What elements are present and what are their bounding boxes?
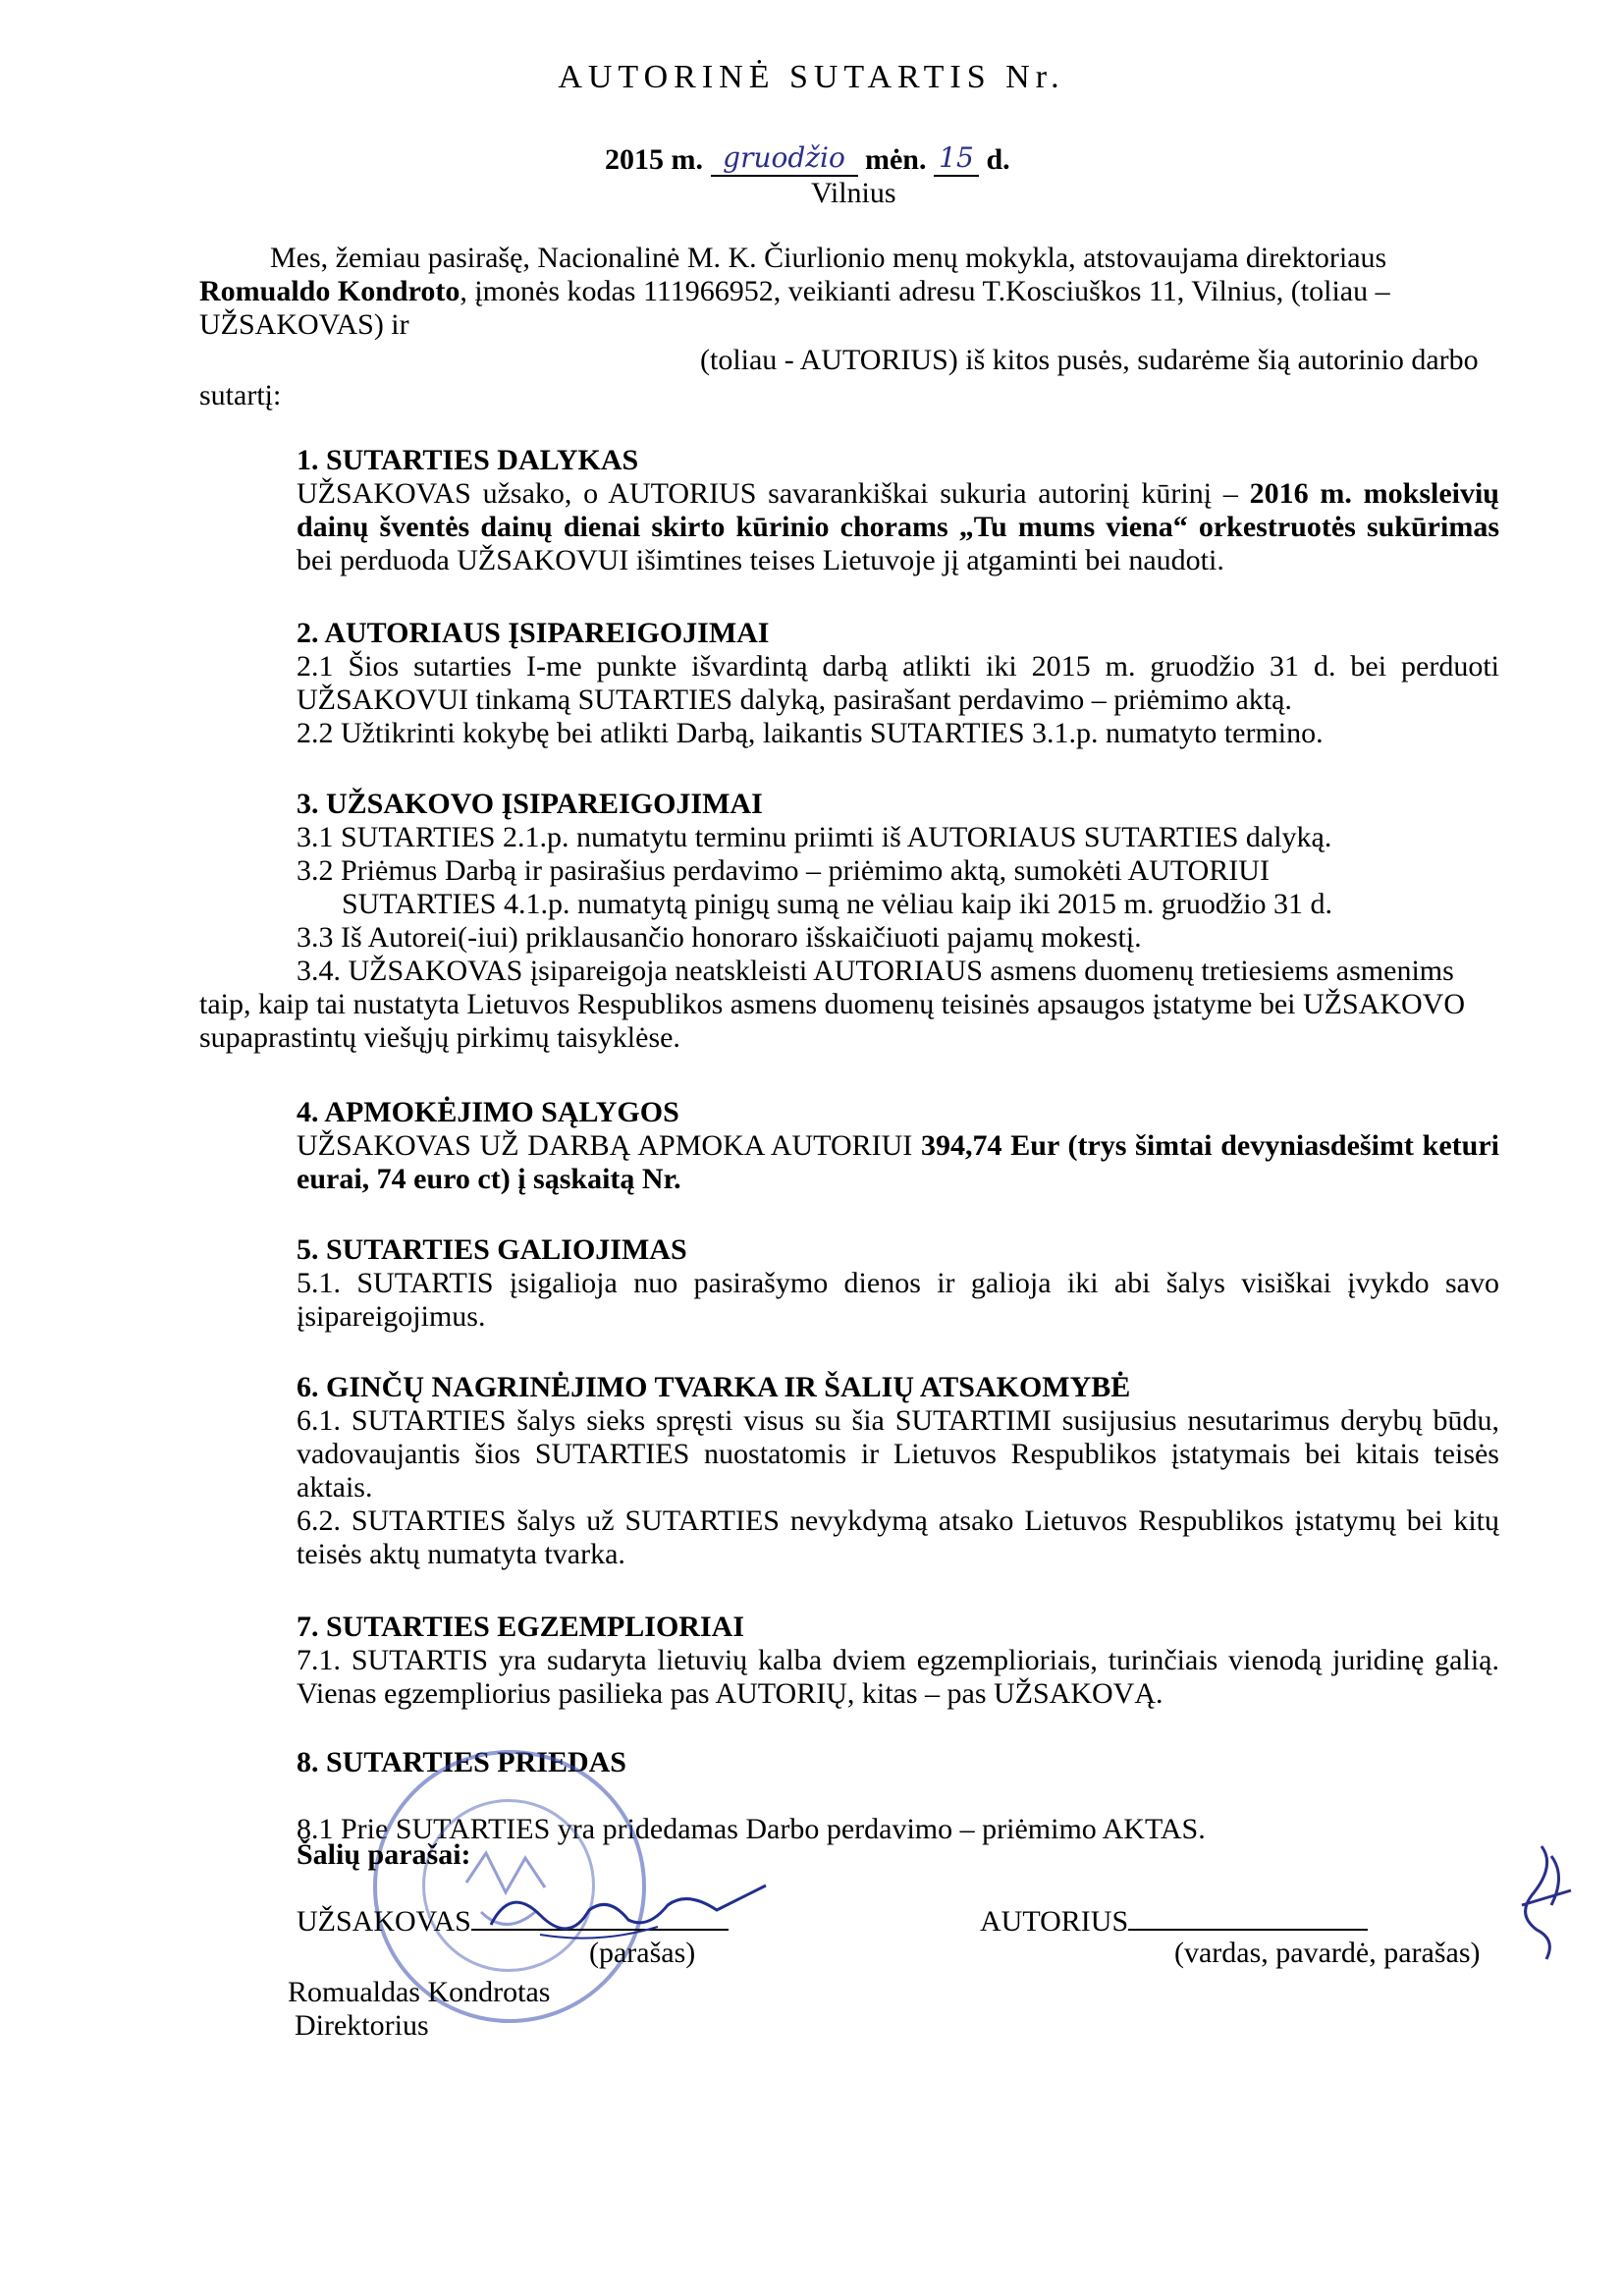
section-6-1: 6.1. SUTARTIES šalys sieks spręsti visus su šia SUTARTIMI susijusius nesutarimus derybų būdu, vadovaujantis šios SUTARTIES nuostatomis ir Lietuvos Respublikos įstatymais bei kitais teisės aktais. <box>297 1404 1499 1503</box>
date-year: 2015 m. <box>605 143 703 176</box>
author-signature-blank <box>1128 1903 1368 1931</box>
section-3-4c: supaprastintų viešųjų pirkimų taisyklėse. <box>199 1021 680 1054</box>
section-3-4a: 3.4. UŽSAKOVAS įsipareigoja neatskleisti AUTORIAUS asmens duomenų tretiesiems asmenims <box>297 955 1454 987</box>
section-1 <box>297 444 1499 577</box>
section-1-heading: 1. SUTARTIES DALYKAS <box>297 444 639 476</box>
section-7 <box>297 1611 1499 1711</box>
document-title: AUTORINĖ SUTARTIS Nr. <box>558 59 1065 95</box>
section-4-heading: 4. APMOKĖJIMO SĄLYGOS <box>297 1096 679 1128</box>
date-day-handwritten: 15 <box>934 141 979 177</box>
section-3-4b: taip, kaip tai nustatyta Lietuvos Respublikos asmens duomenų teisinės apsaugos įstatyme bei UŽSAKOVO <box>199 988 1465 1020</box>
section-6-2: 6.2. SUTARTIES šalys už SUTARTIES nevykdymą atsako Lietuvos Respublikos įstatymų bei kitų teisės aktų numatyta tvarka. <box>297 1504 1499 1570</box>
section-2-heading: 2. AUTORIAUS ĮSIPAREIGOJIMAI <box>297 617 770 649</box>
client-handwritten-signature <box>481 1866 776 1954</box>
client-label: UŽSAKOVAS <box>297 1905 471 1938</box>
date-month-label: mėn. <box>865 143 927 176</box>
client-name: Romualdas Kondrotas <box>288 1976 551 2008</box>
section-4-text <box>297 1129 1499 1196</box>
section-3-heading: 3. UŽSAKOVO ĮSIPAREIGOJIMAI <box>297 788 763 820</box>
section-1-text-c: bei perduoda UŽSAKOVUI išimtines teises Lietuvoje jį atgaminti bei naudoti. <box>297 544 1224 576</box>
signatures-heading: Šalių parašai: <box>297 1838 471 1871</box>
author-signature-caption: (vardas, pavardė, parašas) <box>1174 1937 1481 1969</box>
section-2 <box>297 617 1499 750</box>
section-4-text-bold: 394,74 Eur (trys šimtai devyniasdešimt keturi eurai, 74 euro ct) į sąskaitą Nr. <box>297 1129 1499 1195</box>
date-day-label: d. <box>986 143 1010 176</box>
author-signature-line <box>980 1903 1368 1939</box>
section-5-1: 5.1. SUTARTIS įsigalioja nuo pasirašymo dienos ir galioja iki abi šalys visiškai įvykdo savo įsipareigojimus. <box>297 1267 1499 1333</box>
section-3-2b: SUTARTIES 4.1.p. numatytą pinigų sumą ne vėliau kaip iki 2015 m. gruodžio 31 d. <box>342 888 1333 920</box>
section-4 <box>297 1096 1499 1196</box>
intro-line-1: Mes, žemiau pasirašę, Nacionalinė M. K. Čiurlionio menų mokykla, atstovaujama direktoriaus <box>270 242 1387 274</box>
section-7-1: 7.1. SUTARTIS yra sudaryta lietuvių kalba dviem egzemplioriais, turinčiais vienodą juridinę galią. Vienas egzempliorius pasilieka pas AUTORIŲ, kitas – pas UŽSAKOVĄ. <box>297 1644 1499 1710</box>
intro-line-2-rest: , įmonės kodas 111966952, veikianti adresu T.Kosciuškos 11, Vilnius, (toliau – <box>460 275 1390 307</box>
section-2-2: 2.2 Užtikrinti kokybę bei atlikti Darbą, laikantis SUTARTIES 3.1.p. numatyto termino. <box>297 717 1324 749</box>
section-1-text-bold: 2016 m. moksleivių dainų šventės dainų dienai skirto kūrinio chorams „Tu mums viena“ orkestruotės sukūrimas <box>297 477 1499 543</box>
section-4-text-a: UŽSAKOVAS UŽ DARBĄ APMOKA AUTORIUI <box>297 1129 922 1162</box>
intro-paragraph <box>199 242 1500 342</box>
author-handwritten-signature <box>1502 1836 1581 1964</box>
section-7-heading: 7. SUTARTIES EGZEMPLIORIAI <box>297 1611 744 1643</box>
client-title: Direktorius <box>295 2009 429 2042</box>
author-label: AUTORIUS <box>980 1905 1129 1938</box>
director-name: Romualdo Kondroto <box>199 275 460 307</box>
section-3 <box>199 788 1499 1055</box>
date-line <box>605 141 1010 177</box>
section-2-1: 2.1 Šios sutarties I-me punkte išvardintą darbą atlikti iki 2015 m. gruodžio 31 d. bei perduoti UŽSAKOVUI tinkamą SUTARTIES dalyką, pasirašant perdavimo – priėmimo aktą. <box>297 650 1499 716</box>
section-3-2a: 3.2 Priėmus Darbą ir pasirašius perdavimo – priėmimo aktą, sumokėti AUTORIUI <box>297 854 1270 887</box>
intro-line-4: (toliau - AUTORIUS) iš kitos pusės, sudarėme šią autorinio darbo <box>700 344 1479 376</box>
section-3-3: 3.3 Iš Autorei(-iui) priklausančio honoraro išskaičiuoti pajamų mokestį. <box>297 921 1142 954</box>
section-8-heading: 8. SUTARTIES PRIEDAS <box>297 1746 626 1778</box>
section-3-1: 3.1 SUTARTIES 2.1.p. numatytu terminu priimti iš AUTORIAUS SUTARTIES dalyką. <box>297 821 1332 853</box>
client-signature-caption: (parašas) <box>589 1937 696 1969</box>
section-8-1: 8.1 Prie SUTARTIES yra pridedamas Darbo perdavimo – priėmimo AKTAS. <box>297 1813 1206 1845</box>
section-6 <box>297 1371 1499 1571</box>
date-month-handwritten: gruodžio <box>711 141 858 177</box>
date-city: Vilnius <box>811 177 896 209</box>
section-1-text <box>297 477 1499 577</box>
section-5 <box>297 1233 1499 1334</box>
intro-line-5: sutartį: <box>199 379 282 411</box>
intro-line-2 <box>199 275 1390 307</box>
section-1-text-a: UŽSAKOVAS užsako, o AUTORIUS savarankiškai sukuria autorinį kūrinį – <box>297 477 1250 510</box>
section-5-heading: 5. SUTARTIES GALIOJIMAS <box>297 1233 687 1266</box>
intro-line-3: UŽSAKOVAS) ir <box>199 308 409 341</box>
section-6-heading: 6. GINČŲ NAGRINĖJIMO TVARKA IR ŠALIŲ ATSAKOMYBĖ <box>297 1371 1131 1403</box>
